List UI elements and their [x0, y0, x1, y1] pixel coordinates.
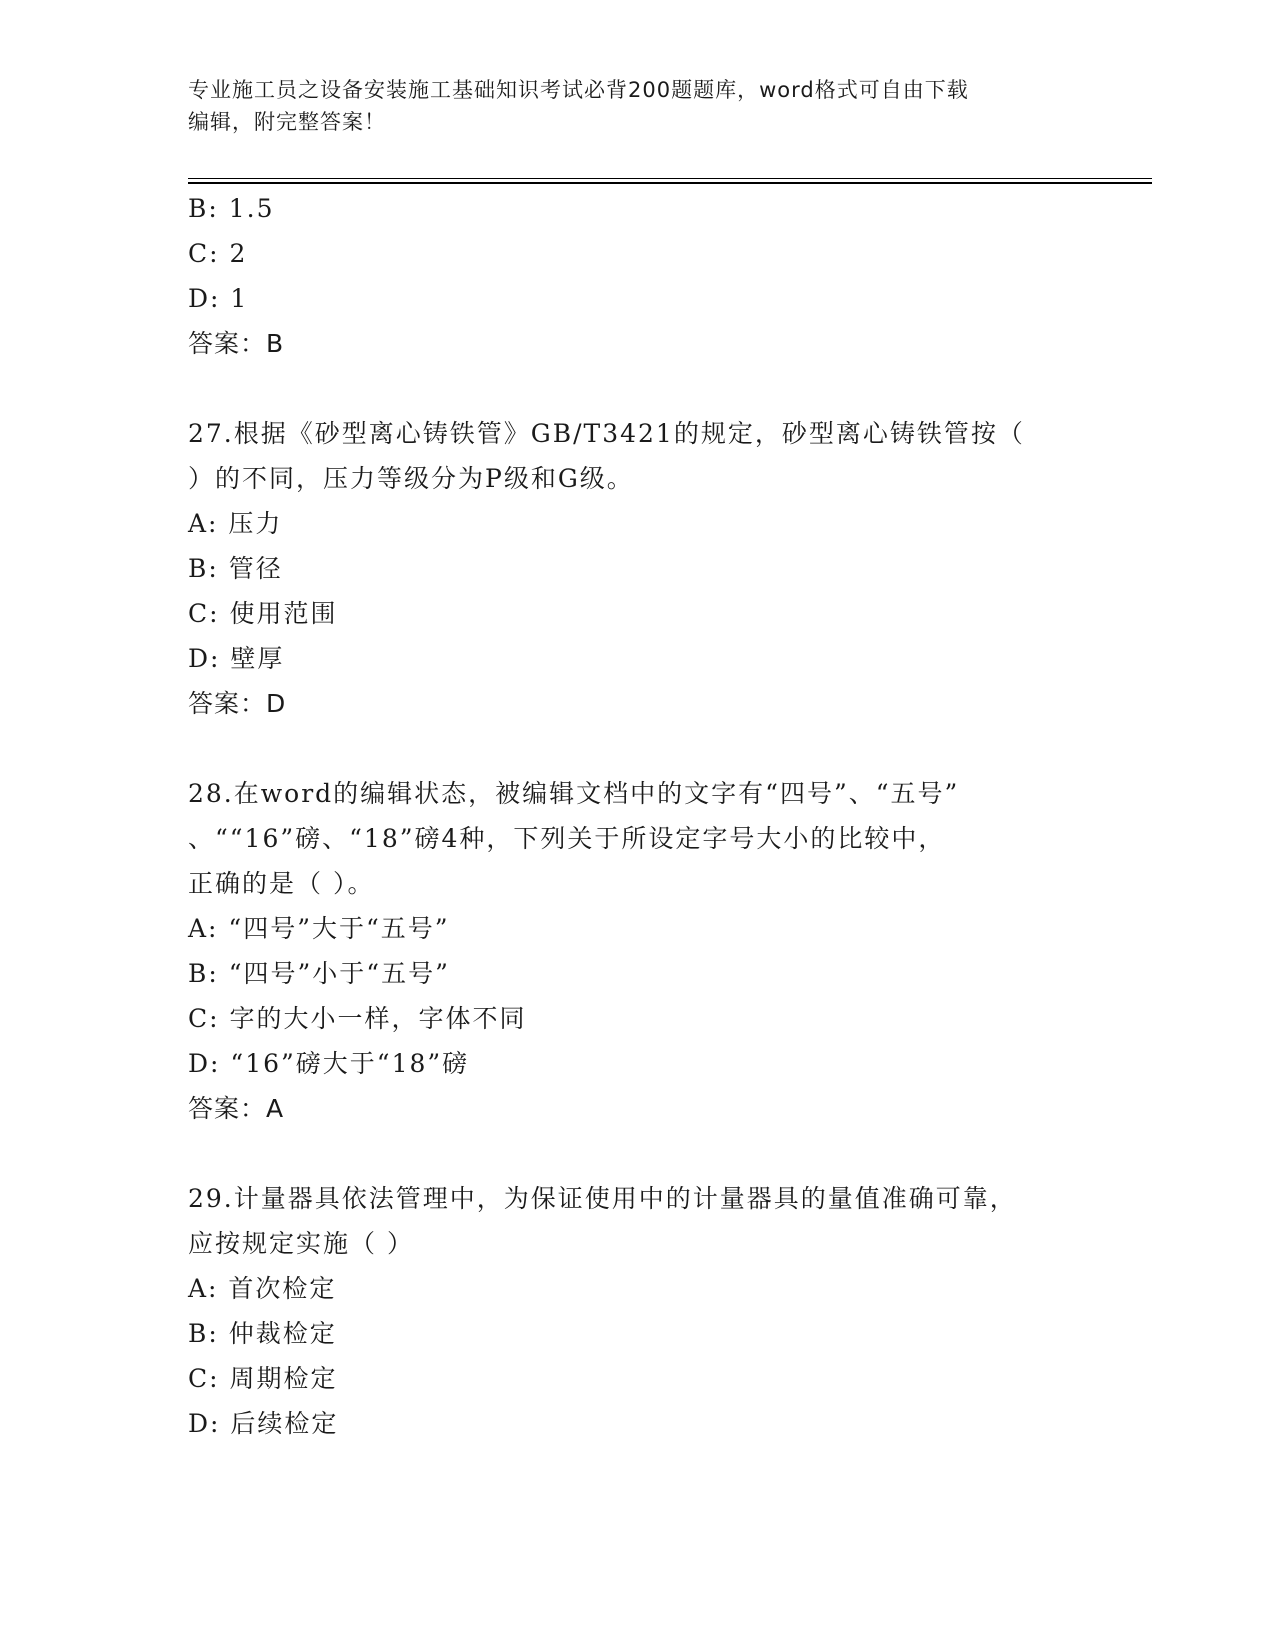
q26-answer: 答案：B: [188, 329, 285, 358]
header-title-line-1: 专业施工员之设备安装施工基础知识考试必背200题题库，word格式可自由下载: [188, 78, 969, 102]
q28-stem-line-2: 、““16”磅、“18”磅4种，下列关于所设定字号大小的比较中，: [188, 824, 946, 853]
q29-stem-line-1: 29.计量器具依法管理中，为保证使用中的计量器具的量值准确可靠，: [188, 1184, 1017, 1213]
q28-option-a: A: “四号”大于“五号”: [188, 914, 450, 943]
q26-option-b: B: 1.5: [188, 194, 275, 223]
q26-option-c: C: 2: [188, 239, 248, 268]
q26-option-d: D: 1: [188, 284, 249, 313]
q29-stem-line-2: 应按规定实施（ ）: [188, 1229, 414, 1258]
q29-option-c: C: 周期检定: [188, 1364, 338, 1393]
header-title-line-2: 编辑，附完整答案！: [188, 110, 386, 134]
q29-option-a: A: 首次检定: [188, 1274, 337, 1303]
q28-stem-line-3: 正确的是（ ）。: [188, 869, 375, 898]
q27-option-c: C: 使用范围: [188, 599, 338, 628]
document-header: [188, 74, 1088, 138]
q28-stem-line-1: 28.在word的编辑状态，被编辑文档中的文字有“四号”、“五号”: [188, 779, 960, 808]
q27-stem-line-1: 27.根据《砂型离心铸铁管》GB/T3421的规定，砂型离心铸铁管按（: [188, 419, 1025, 448]
header-divider-thin: [188, 178, 1152, 179]
q28-answer: 答案：A: [188, 1094, 285, 1123]
q28-option-b: B: “四号”小于“五号”: [188, 959, 450, 988]
q27-option-a: A: 压力: [188, 509, 283, 538]
q29-option-d: D: 后续检定: [188, 1409, 339, 1438]
q27-option-b: B: 管径: [188, 554, 283, 583]
q28-option-c: C: 字的大小一样，字体不同: [188, 1004, 527, 1033]
q27-answer: 答案：D: [188, 689, 287, 718]
q27-option-d: D: 壁厚: [188, 644, 285, 673]
q27-stem-line-2: ）的不同，压力等级分为P级和G级。: [188, 464, 634, 493]
q28-option-d: D: “16”磅大于“18”磅: [188, 1049, 470, 1078]
header-divider-thick: [188, 182, 1152, 184]
q29-option-b: B: 仲裁检定: [188, 1319, 337, 1348]
